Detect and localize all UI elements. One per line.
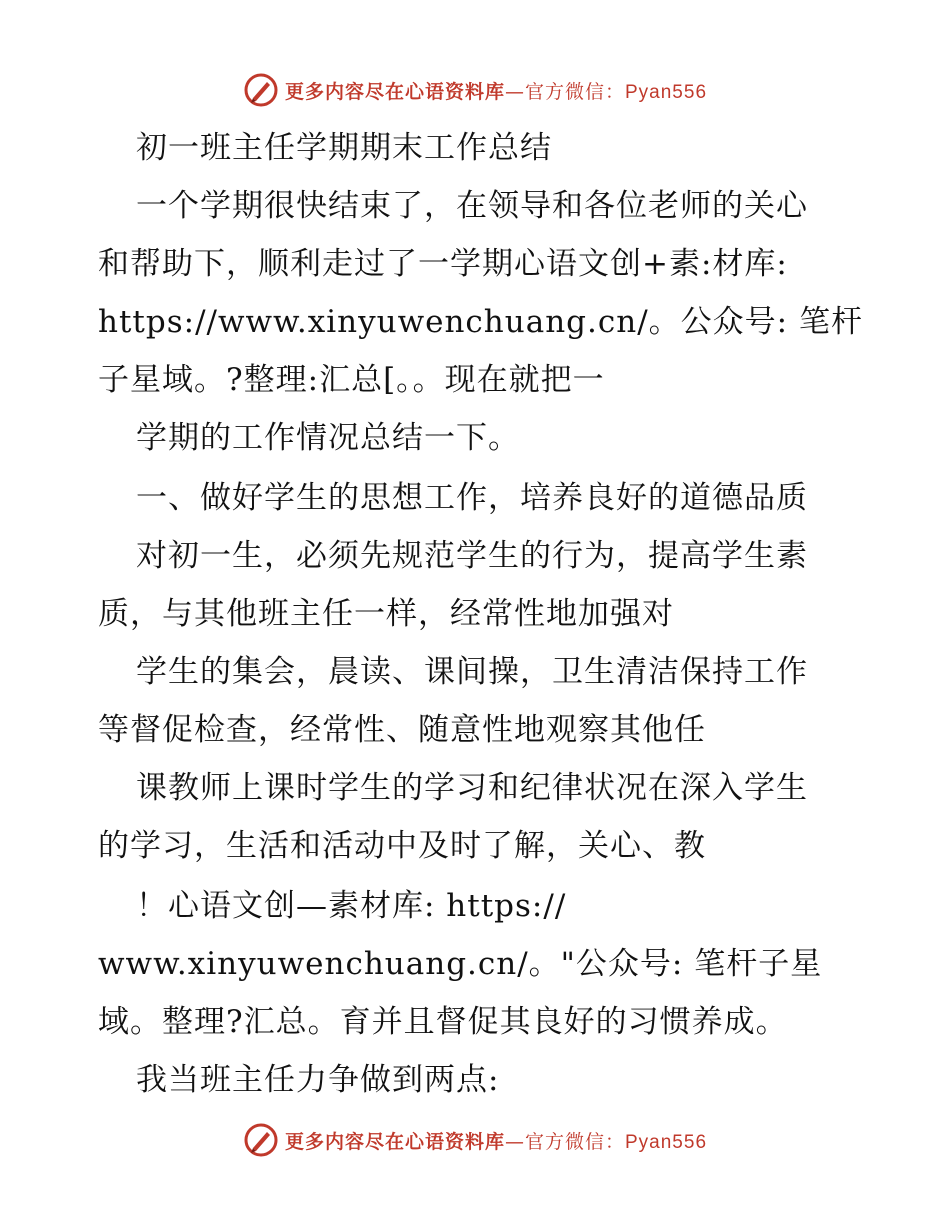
banner-title: 更多内容尽在心语资料库: [284, 1130, 505, 1153]
paragraph-line: 质，与其他班主任一样，经常性地加强对: [98, 596, 674, 632]
paragraph-line: ！心语文创—素材库: https://: [136, 888, 567, 924]
banner-wechat-label: 官方微信：: [524, 80, 625, 103]
paragraph-line: 等督促检查，经常性、随意性地观察其他任: [98, 712, 706, 748]
banner-wechat-id: Pyan556: [625, 1131, 708, 1153]
paragraph-line: 课教师上课时学生的学习和纪律状况在深入学生: [136, 770, 808, 806]
footer-banner: [0, 1120, 950, 1160]
paragraph-line: 一个学期很快结束了，在领导和各位老师的关心: [136, 188, 808, 224]
pen-logo-icon: [243, 1122, 279, 1158]
banner-wechat-label: 官方微信：: [524, 1130, 625, 1153]
banner-wechat-id: Pyan556: [625, 81, 708, 103]
paragraph-line: 我当班主任力争做到两点:: [136, 1062, 500, 1098]
header-banner: [0, 70, 950, 110]
paragraph-line: 学期的工作情况总结一下。: [136, 420, 520, 456]
pen-logo-icon: [243, 72, 279, 108]
banner-separator: —: [504, 80, 525, 103]
paragraph-line: https://www.xinyuwenchuang.cn/。公众号: 笔杆: [98, 304, 863, 340]
paragraph-line: 子星域。?整理:汇总[。。现在就把一: [98, 362, 605, 398]
paragraph-line: 域。整理?汇总。育并且督促其良好的习惯养成。: [98, 1004, 788, 1040]
paragraph-line: 和帮助下，顺利走过了一学期心语文创+素:材库:: [98, 246, 788, 282]
section-heading: 一、做好学生的思想工作，培养良好的道德品质: [136, 480, 808, 516]
banner-title: 更多内容尽在心语资料库: [284, 80, 505, 103]
paragraph-line: 对初一生，必须先规范学生的行为，提高学生素: [136, 538, 808, 574]
paragraph-line: www.xinyuwenchuang.cn/。"公众号: 笔杆子星: [98, 946, 823, 982]
paragraph-line: 学生的集会，晨读、课间操，卫生清洁保持工作: [136, 654, 808, 690]
banner-separator: —: [504, 1130, 525, 1153]
paragraph-line: 的学习，生活和活动中及时了解，关心、教: [98, 828, 706, 864]
document-title: 初一班主任学期期末工作总结: [136, 130, 552, 166]
